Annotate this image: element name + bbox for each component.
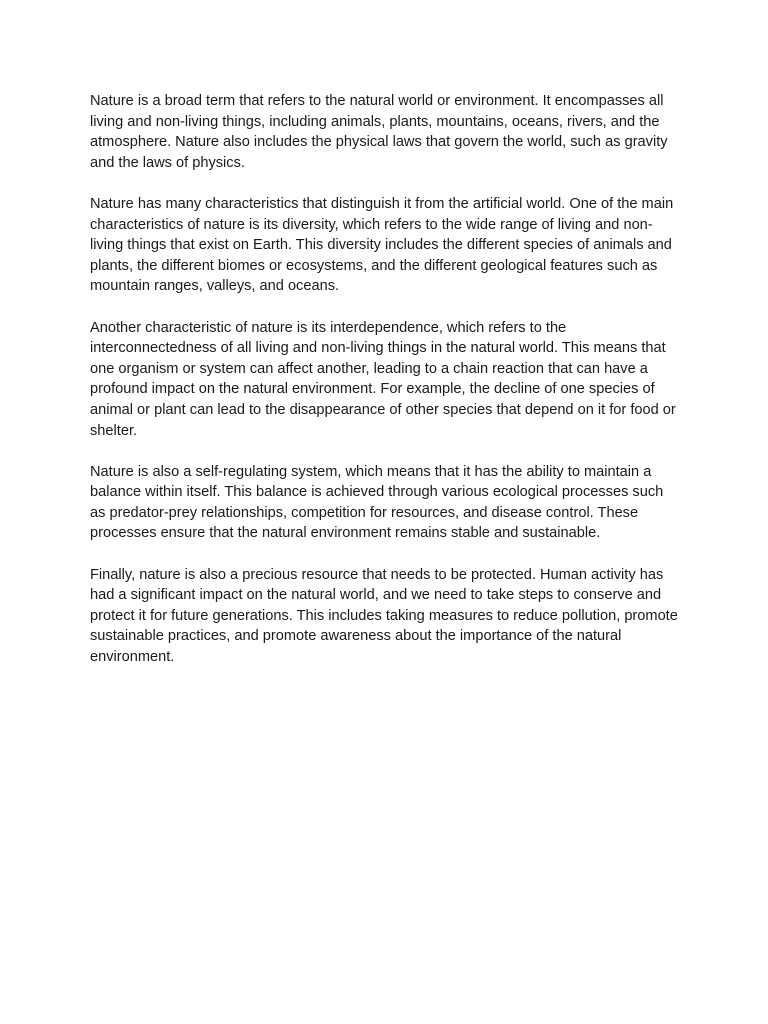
document-body: [90, 91, 680, 688]
paragraph-3: Another characteristic of nature is its interdependence, which refers to the interconnectedness of all living and non-living things in the natural world. This means that one organism or system can affect another, leading to a chain reaction that can have a profound impact on the natural environment. For example, the decline of one species of animal or plant can lead to the disappearance of other species that depend on it for food or shelter.: [90, 319, 676, 439]
paragraph-4: Nature is also a self-regulating system, which means that it has the ability to maintain a balance within itself. This balance is achieved through various ecological processes such as predator-prey relationships, competition for resources, and disease control. These processes ensure that the natural environment remains stable and sustainable.: [90, 463, 664, 542]
paragraph-1: Nature is a broad term that refers to the natural world or environment. It encompasses all living and non-living things, including animals, plants, mountains, oceans, rivers, and the atmosphere. Nature also includes the physical laws that govern the world, such as gravity and the laws of physics.: [90, 93, 668, 171]
paragraph-2: Nature has many characteristics that distinguish it from the artificial world. One of the main characteristics of nature is its diversity, which refers to the wide range of living and non-living things that exist on Earth. This diversity includes the different species of animals and plants, the different biomes or ecosystems, and the different geological features such as mountain ranges, valleys, and oceans.: [90, 195, 674, 295]
paragraph-5: Finally, nature is also a precious resource that needs to be protected. Human activity has had a significant impact on the natural world, and we need to take steps to conserve and protect it for future generations. This includes taking measures to reduce pollution, promote sustainable practices, and promote awareness about the importance of the natural environment.: [90, 566, 678, 666]
